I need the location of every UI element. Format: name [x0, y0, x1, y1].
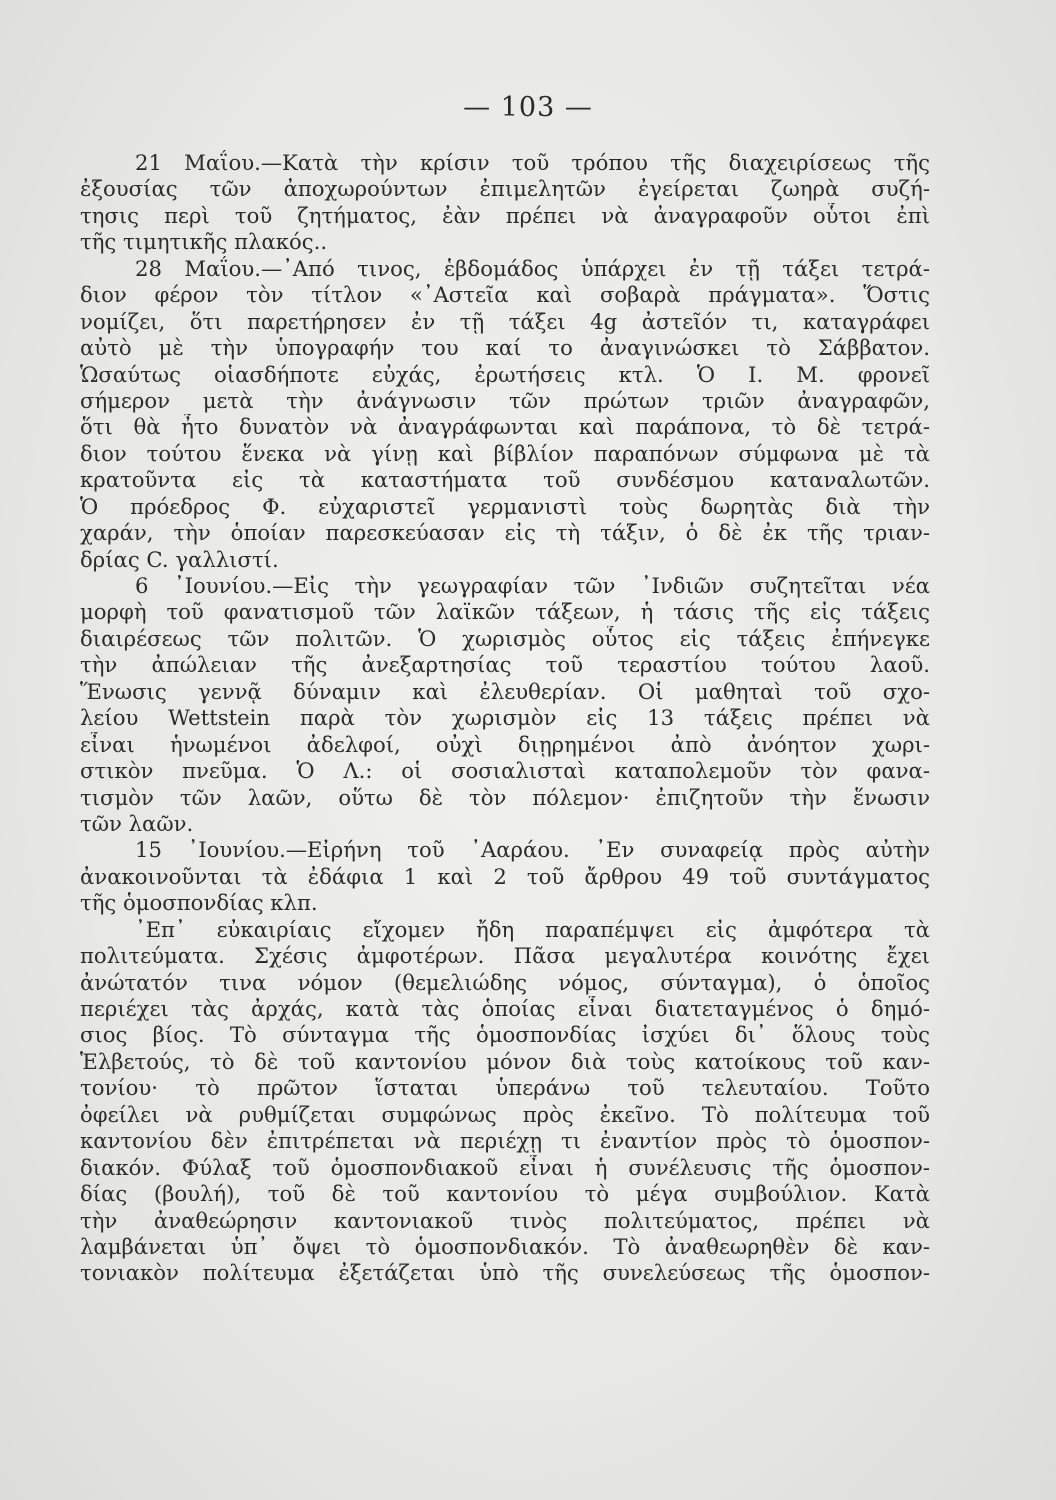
text-line: διαιρέσεως τῶν πολιτῶν. Ὁ χωρισμὸς οὗτος εἰς τάξεις ἐπήνεγκε	[80, 625, 930, 651]
text-line: διακόν. Φύλαξ τοῦ ὁμοσπονδιακοῦ εἶναι ἡ συνέλευσις τῆς ὁμοσπον-	[80, 1154, 930, 1180]
text-line: σιος βίος. Τὸ σύνταγμα τῆς ὁμοσπονδίας ἰσχύει δι᾿ ὅλους τοὺς	[80, 1022, 930, 1048]
text-line: Ὁ πρόεδρος Φ. εὐχαριστεῖ γερμανιστὶ τοὺς δωρητὰς διὰ τὴν	[80, 493, 930, 519]
text-line: 21 Μαΐου.—Κατὰ τὴν κρίσιν τοῦ τρόπου τῆς διαχειρίσεως τῆς	[135, 150, 930, 175]
text-line: ᾿Επ᾿ εὐκαιρίαις εἴχομεν ἤδη παραπέμψει εἰς ἀμφότερα τὰ	[135, 916, 930, 942]
text-line: τὴν ἀναθεώρησιν καντονιακοῦ τινὸς πολιτεύματος, πρέπει νὰ	[80, 1207, 930, 1233]
text-line: χαράν, τὴν ὁποίαν παρεσκεύασαν εἰς τὴ τάξιν, ὁ δὲ ἐκ τῆς τριαν-	[80, 520, 930, 546]
text-line: ἀνακοινοῦνται τὰ ἐδάφια 1 καὶ 2 τοῦ ἄρθρου 49 τοῦ συντάγματος	[80, 863, 930, 889]
text-line: διον φέρον τὸν τίτλον «᾿Αστεῖα καὶ σοβαρὰ πράγματα». Ὅστις	[80, 282, 930, 308]
text-line: τησις περὶ τοῦ ζητήματος, ἐὰν πρέπει νὰ ἀναγραφοῦν οὗτοι ἐπὶ	[80, 202, 930, 228]
text-line: λείου Wettstein παρὰ τὸν χωρισμὸν εἰς 13 τάξεις πρέπει νὰ	[80, 705, 930, 731]
text-line: ὀφείλει νὰ ρυθμίζεται συμφώνως πρὸς ἐκεῖνο. Τὸ πολίτευμα τοῦ	[80, 1101, 930, 1127]
body-text	[80, 150, 930, 1287]
text-line: ἐξουσίας τῶν ἀποχωρούντων ἐπιμελητῶν ἐγείρεται ζωηρὰ συζή-	[80, 176, 930, 202]
text-line: 28 Μαΐου.—᾿Από τινος, ἑβδομάδος ὑπάρχει ἐν τῇ τάξει τετρά-	[135, 255, 930, 281]
text-line: τῆς τιμητικῆς πλακός..	[80, 229, 328, 255]
text-line: πολιτεύματα. Σχέσις ἀμφοτέρων. Πᾶσα μεγαλυτέρα κοινότης ἔχει	[80, 943, 930, 969]
text-line: νομίζει, ὅτι παρετήρησεν ἐν τῇ τάξει 4g ἀστεῖόν τι, καταγράφει	[80, 308, 930, 334]
text-line: εἶναι ἡνωμένοι ἀδελφοί, οὐχὶ διῃρημένοι ἀπὸ ἀνόητον χωρι-	[80, 731, 930, 757]
text-line: τῆς ὁμοσπονδίας κλπ.	[80, 890, 318, 916]
text-line: διον τούτου ἕνεκα νὰ γίνῃ καὶ βίβλίον παραπόνων σύμφωνα μὲ τὰ	[80, 440, 930, 466]
text-line: ὅτι θὰ ἦτο δυνατὸν νὰ ἀναγράφωνται καὶ παράπονα, τὸ δὲ τετρά-	[80, 414, 930, 440]
text-line: ἀνώτατόν τινα νόμον (θεμελιώδης νόμος, σύνταγμα), ὁ ὁποῖος	[80, 969, 930, 995]
text-line: Ἕνωσις γεννᾷ δύναμιν καὶ ἐλευθερίαν. Οἱ μαθηταὶ τοῦ σχο-	[80, 678, 930, 704]
text-line: τὴν ἀπώλειαν τῆς ἀνεξαρτησίας τοῦ τεραστίου τούτου λαοῦ.	[80, 652, 930, 678]
text-line: τονίου· τὸ πρῶτον ἵσταται ὑπεράνω τοῦ τελευταίου. Τοῦτο	[80, 1075, 930, 1101]
text-line: λαμβάνεται ὑπ᾿ ὄψει τὸ ὁμοσπονδιακόν. Τὸ ἀναθεωρηθὲν δὲ καν-	[80, 1233, 930, 1259]
text-line: στικὸν πνεῦμα. Ὁ Λ.: οἱ σοσιαλισταὶ καταπολεμοῦν τὸν φανα-	[80, 758, 930, 784]
text-line: κρατοῦντα εἰς τὰ καταστήματα τοῦ συνδέσμου καταναλωτῶν.	[80, 467, 930, 493]
text-line: αὐτὸ μὲ τὴν ὑπογραφήν του καί το ἀναγινώσκει τὸ Σάββατον.	[80, 335, 930, 361]
text-line: σήμερον μετὰ τὴν ἀνάγνωσιν τῶν πρώτων τριῶν ἀναγραφῶν,	[80, 387, 930, 413]
text-line: δίας (βουλή), τοῦ δὲ τοῦ καντονίου τὸ μέγα συμβούλιον. Κατὰ	[80, 1181, 930, 1207]
text-line: μορφὴ τοῦ φανατισμοῦ τῶν λαϊκῶν τάξεων, ἡ τάσις τῆς εἰς τάξεις	[80, 599, 930, 625]
text-line: τονιακὸν πολίτευμα ἐξετάζεται ὑπὸ τῆς συνελεύσεως τῆς ὁμοσπον-	[80, 1260, 930, 1286]
text-line: Ἑλβετούς, τὸ δὲ τοῦ καντονίου μόνον διὰ τοὺς κατοίκους τοῦ καν-	[80, 1048, 930, 1074]
text-line: 15 ᾿Ιουνίου.—Εἰρήνη τοῦ ᾿Ααράου. ᾿Εν συναφείᾳ πρὸς αὐτὴν	[135, 837, 930, 863]
page-number: — 103 —	[463, 92, 593, 123]
text-line: τῶν λαῶν.	[80, 810, 194, 836]
text-line: Ὡσαύτως οἱασδήποτε εὐχάς, ἐρωτήσεις κτλ. Ὁ Ι. Μ. φρονεῖ	[80, 361, 930, 387]
text-line: περιέχει τὰς ἀρχάς, κατὰ τὰς ὁποίας εἶναι διατεταγμένος ὁ δημό-	[80, 996, 930, 1021]
text-line: καντονίου δὲν ἐπιτρέπεται νὰ περιέχῃ τι ἐναντίον πρὸς τὸ ὁμοσπον-	[80, 1128, 930, 1154]
text-line: τισμὸν τῶν λαῶν, οὕτω δὲ τὸν πόλεμον· ἐπιζητοῦν τὴν ἕνωσιν	[80, 784, 930, 810]
text-line: δρίας C. γαλλιστί.	[80, 546, 279, 572]
text-line: 6 ᾿Ιουνίου.—Εἰς τὴν γεωγραφίαν τῶν ᾿Ινδιῶν συζητεῖται νέα	[135, 573, 930, 598]
